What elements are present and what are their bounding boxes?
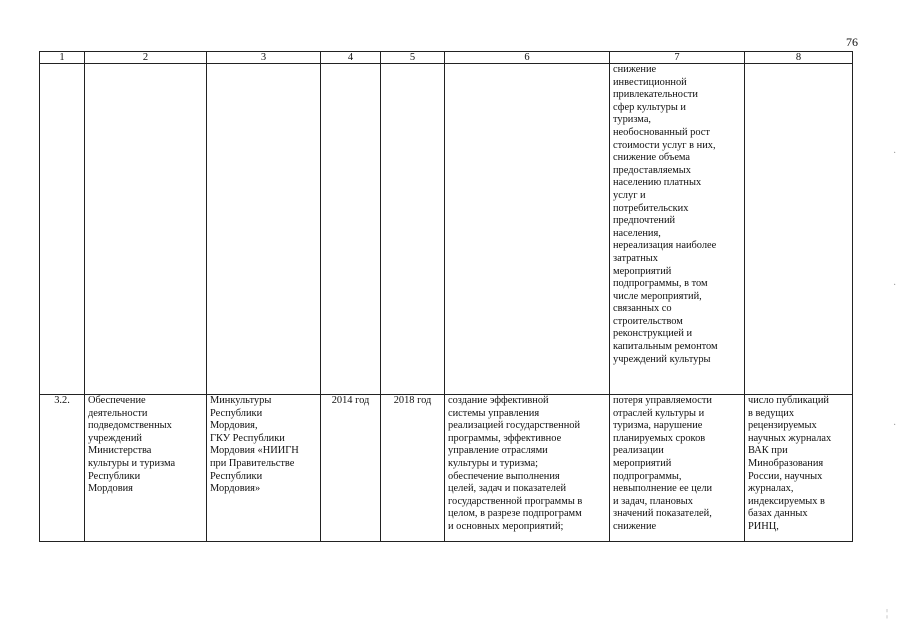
header-row <box>40 52 853 64</box>
empty-cell <box>381 64 445 395</box>
header-cell-8: 8 <box>745 52 853 64</box>
expected-result-cell: создание эффективной системы управления реализацией государственной программы, эффективное управление отраслями культуры и туризма; обеспечение выполнения целей, задач и показателей государственной программы в целом, в разрезе подпрограмм и основных мероприятий; <box>445 395 610 542</box>
header-cell-3: 3 <box>207 52 321 64</box>
empty-cell <box>207 64 321 395</box>
scan-artifact: · <box>893 420 897 431</box>
risk-cell: потеря управляемости отраслей культуры и туризма, нарушение планируемых сроков реализации мероприятий подпрограммы, невыполнение ее цели и задач, плановых значений показателей, снижение <box>610 395 745 542</box>
empty-cell <box>40 64 85 395</box>
header-cell-2: 2 <box>85 52 207 64</box>
program-table <box>39 51 853 542</box>
scan-artifact: · <box>893 280 897 291</box>
continuation-row <box>40 64 853 395</box>
executor-cell: Минкультуры Республики Мордовия, ГКУ Республики Мордовия «НИИГН при Правительстве Республики Мордовия» <box>207 395 321 542</box>
header-cell-1: 1 <box>40 52 85 64</box>
page-number: 76 <box>846 35 858 49</box>
scan-artifact: ¦ <box>886 608 889 619</box>
end-year-cell: 2018 год <box>381 395 445 542</box>
empty-cell <box>445 64 610 395</box>
header-cell-5: 5 <box>381 52 445 64</box>
row-number-cell: 3.2. <box>40 395 85 542</box>
scan-artifact: · <box>893 148 897 159</box>
header-cell-6: 6 <box>445 52 610 64</box>
header-cell-4: 4 <box>321 52 381 64</box>
activity-name-cell: Обеспечение деятельности подведомственных учреждений Министерства культуры и туризма Республики Мордовия <box>85 395 207 542</box>
start-year-cell: 2014 год <box>321 395 381 542</box>
header-cell-7: 7 <box>610 52 745 64</box>
indicator-cell: число публикаций в ведущих рецензируемых научных журналах ВАК при Минобразования России, научных журналах, индексируемых в базах данных РИНЦ, <box>745 395 853 542</box>
empty-cell <box>321 64 381 395</box>
empty-cell <box>745 64 853 395</box>
table-row-3-2 <box>40 395 853 542</box>
empty-cell <box>85 64 207 395</box>
risk-continuation-cell: снижение инвестиционной привлекательности сфер культуры и туризма, необоснованный рост стоимости услуг в них, снижение объема предоставляемых населению платных услуг и потребительских предпочтений населения, нереализация наиболее затратных мероприятий подпрограммы, в том числе мероприятий, связанных со строительством реконструкцией и капитальным ремонтом учреждений культуры <box>610 64 745 395</box>
